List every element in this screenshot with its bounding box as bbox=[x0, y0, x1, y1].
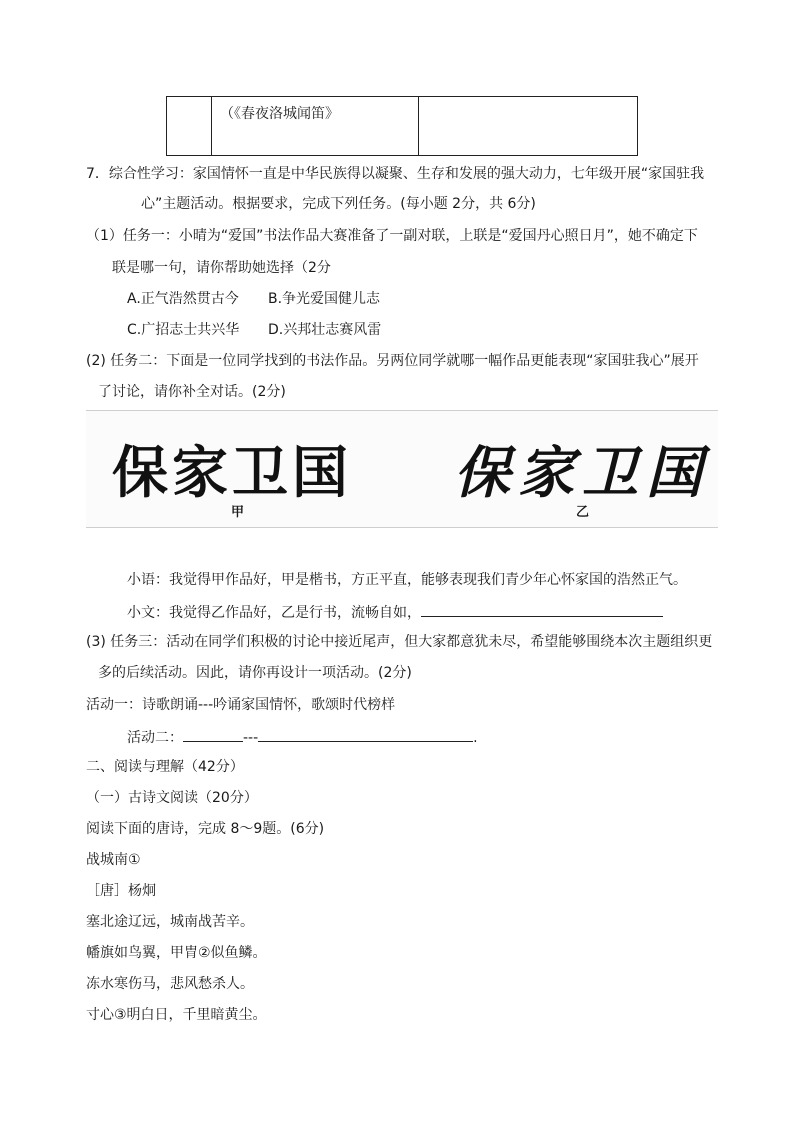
option-c: C.广招志士共兴华 bbox=[127, 322, 240, 338]
poem-line: 寸心③明白日，千里暗黄尘。 bbox=[86, 1007, 267, 1023]
poem-line: 冻水寒伤马，悲风愁杀人。 bbox=[86, 976, 254, 992]
activity2-desc-blank[interactable] bbox=[258, 727, 473, 742]
section2-instruction: 阅读下面的唐诗，完成 8～9题。(6分) bbox=[86, 821, 325, 837]
poem-line: 塞北途辽远，城南战苦辛。 bbox=[86, 914, 254, 930]
calligraphy-a: 保家卫国 bbox=[112, 440, 352, 506]
table-cell-empty bbox=[167, 97, 212, 156]
option-a: A.正气浩然贯古今 bbox=[127, 291, 239, 307]
table-cell-title-text: （《春夜洛城闻笛》 bbox=[220, 106, 339, 122]
option-b: B.争光爱国健儿志 bbox=[268, 291, 381, 307]
activity2-prefix: 活动二： bbox=[127, 730, 183, 746]
q7-line2: 心”主题活动。根据要求，完成下列任务。(每小题 2分，共 6分) bbox=[141, 196, 536, 212]
poem-table bbox=[166, 96, 638, 156]
calligraphy-label-a: 甲 bbox=[231, 505, 245, 520]
poem-title: 战城南① bbox=[86, 852, 141, 868]
activity2-name-blank[interactable] bbox=[183, 727, 243, 742]
poem-line: 幡旗如鸟翼，甲胄②似鱼鳞。 bbox=[86, 945, 267, 961]
task2-line2: 了讨论，请你补全对话。(2分) bbox=[98, 384, 286, 400]
activity1-line: 活动一：诗歌朗诵---吟诵家国情怀，歌颂时代榜样 bbox=[86, 697, 396, 713]
poem-author: ［唐］杨炯 bbox=[86, 883, 156, 899]
activity2-line bbox=[127, 727, 478, 747]
q7-line1: 7．综合性学习：家国情怀一直是中华民族得以凝聚、生存和发展的强大动力，七年级开展“家国驻我 bbox=[86, 166, 705, 182]
calligraphy-label-b: 乙 bbox=[576, 505, 590, 520]
xiaoyu-line: 小语：我觉得甲作品好，甲是楷书，方正平直，能够表现我们青少年心怀家国的浩然正气。 bbox=[127, 572, 687, 588]
section2-sub: （一）古诗文阅读（20分） bbox=[86, 790, 258, 806]
xiaowen-text: 小文：我觉得乙作品好，乙是行书，流畅自如， bbox=[127, 605, 421, 621]
task3-line2: 多的后续活动。因此，请你再设计一项活动。(2分) bbox=[98, 665, 412, 681]
option-d: D.兴邦壮志赛风雷 bbox=[268, 322, 382, 338]
table-cell-title bbox=[212, 97, 419, 156]
calligraphy-image bbox=[86, 410, 718, 528]
task3-line1: (3) 任务三：活动在同学们积极的讨论中接近尾声，但大家都意犹未尽，希望能够围绕本次主题组织更 bbox=[86, 634, 713, 650]
task1-line2: 联是哪一句，请你帮助她选择（2分 bbox=[112, 260, 331, 276]
table-cell-answer bbox=[419, 97, 638, 156]
activity2-separator: --- bbox=[243, 730, 259, 746]
xiaowen-answer-blank[interactable] bbox=[421, 602, 663, 617]
task2-line1: (2) 任务二：下面是一位同学找到的书法作品。另两位同学就哪一幅作品更能表现“家国驻我心”展开 bbox=[86, 353, 699, 369]
section2-heading: 二、阅读与理解（42分） bbox=[86, 759, 244, 775]
task1-line1: （1）任务一：小晴为“爱国”书法作品大赛准备了一副对联，上联是“爱国丹心照日月”，她不确定下 bbox=[86, 228, 698, 244]
calligraphy-b: 保家卫国 bbox=[454, 440, 710, 506]
activity2-end: . bbox=[473, 730, 478, 746]
xiaowen-line bbox=[127, 602, 663, 622]
